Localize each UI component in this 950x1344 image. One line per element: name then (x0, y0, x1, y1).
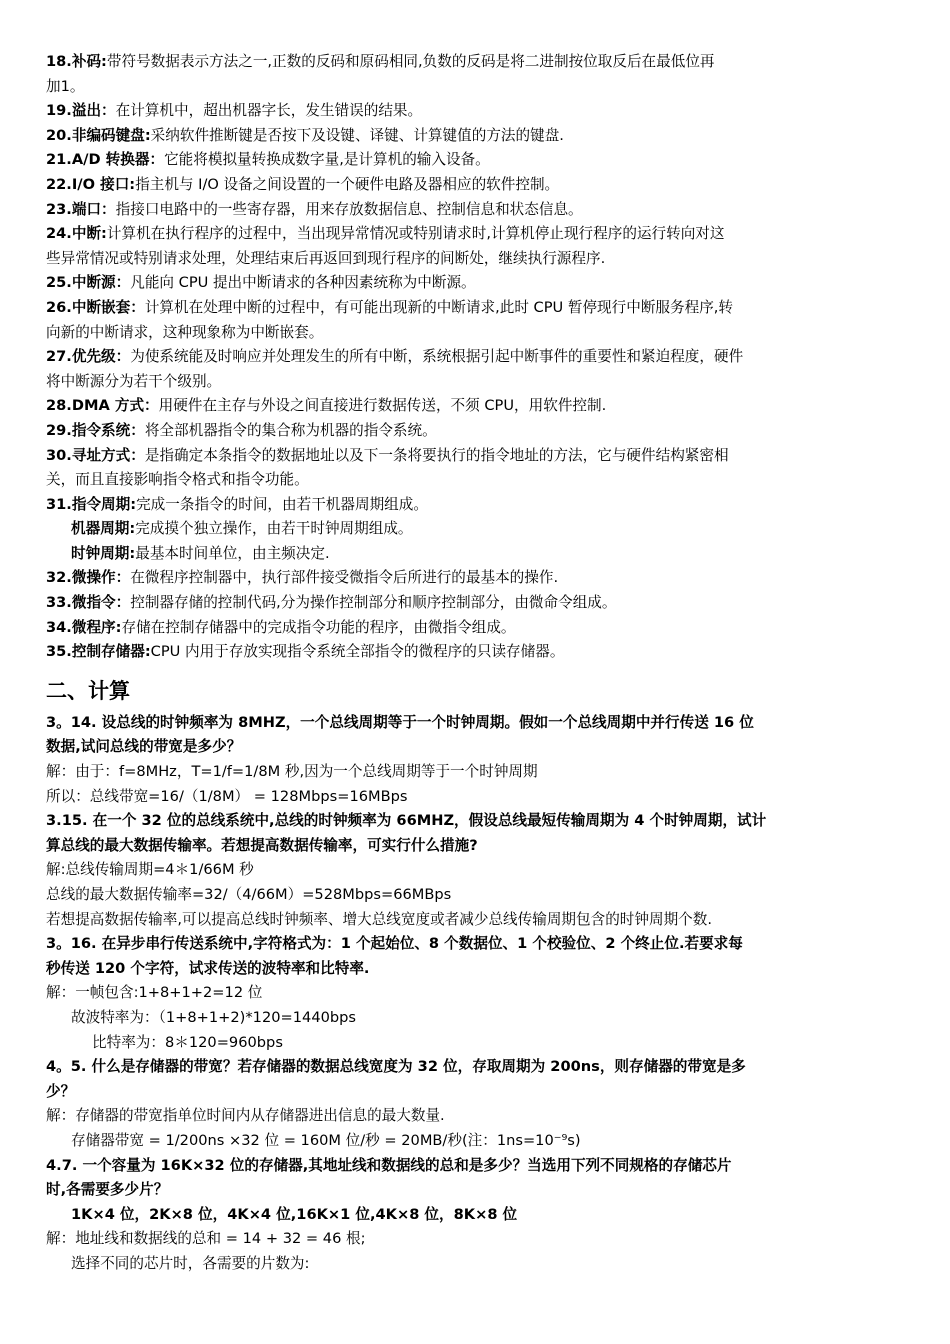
definition-text: 在微程序控制器中，执行部件接受微指令后所进行的最基本的操作. (130, 569, 559, 587)
definition-term: 35.控制存储器: (46, 643, 151, 661)
definition-term: 27.优先级： (46, 348, 131, 366)
definition-term: 24.中断: (46, 225, 107, 243)
definition-item (46, 542, 906, 567)
definition-term: 23.端口： (46, 200, 116, 218)
question-line: 1K×4 位，2K×8 位，4K×4 位,16K×1 位,4K×8 位，8K×8 位 (71, 1205, 518, 1223)
definition-item (46, 419, 906, 444)
definition-item (46, 493, 906, 518)
definition-text: 将中断源分为若干个级别。 (46, 372, 222, 390)
definition-item (46, 345, 906, 370)
definition-item (46, 222, 906, 247)
calculation-section (46, 711, 906, 1277)
definition-item (46, 271, 906, 296)
definition-item (46, 444, 906, 469)
definition-text: 将全部机器指令的集合称为机器的指令系统。 (144, 421, 437, 439)
answer-line: 总线的最大数据传输率=32/（4/66M）=528Mbps=66MBps (46, 886, 452, 903)
question-line: 少？ (46, 1082, 76, 1100)
answer-line: 选择不同的芯片时，各需要的片数为: (71, 1254, 310, 1272)
definition-text: 为使系统能及时响应并处理发生的所有中断，系统根据引起中断事件的重要性和紧迫程度，硬件 (130, 348, 744, 366)
definition-text: CPU 内用于存放实现指令系统全部指令的微程序的只读存储器。 (150, 643, 565, 661)
definition-text: 关，而且直接影响指令格式和指令功能。 (46, 471, 309, 489)
definition-item (46, 198, 906, 223)
definition-item (46, 296, 906, 321)
definition-item (46, 148, 906, 173)
answer-line: 解：一帧包含:1+8+1+2=12 位 (46, 984, 263, 1002)
question-line: 算总线的最大数据传输率。若想提高数据传输率，可实行什么措施? (46, 836, 478, 854)
definition-term: 33.微指令： (46, 594, 131, 612)
definition-continuation (46, 370, 906, 395)
definition-text: 完成一条指令的时间，由若干机器周期组成。 (136, 495, 428, 513)
definition-text: 指主机与 I/O 设备之间设置的一个硬件电路及器相应的软件控制。 (135, 175, 560, 193)
definition-item (46, 591, 906, 616)
answer-line: 所以：总线带宽=16/（1/8M） = 128Mbps=16MBps (46, 787, 408, 805)
definition-term: 25.中断源： (46, 274, 131, 292)
question-line: 3。16. 在异步串行传送系统中,字符格式为：1 个起始位、8 个数据位、1 个校验位、2 个终止位.若要求每 (46, 935, 743, 953)
question-line: 3。14. 设总线的时钟频率为 8MHZ，一个总线周期等于一个时钟周期。假如一个总线周期中并行传送 16 位 (46, 713, 754, 731)
definition-term: 19.溢出： (46, 102, 116, 120)
definition-item (46, 517, 906, 542)
definition-term: 18.补码: (46, 53, 107, 70)
definition-text: 在计算机中，超出机器字长，发生错误的结果。 (115, 102, 423, 120)
definition-item (46, 566, 906, 591)
definition-continuation (46, 468, 906, 493)
question-line: 4。5. 什么是存储器的带宽？若存储器的数据总线宽度为 32 位，存取周期为 200ns，则存储器的带宽是多 (46, 1058, 746, 1076)
answer-line: 解：由于：f=8MHz，T=1/f=1/8M 秒,因为一个总线周期等于一个时钟周期 (46, 763, 538, 781)
definition-text: 采纳软件推断键是否按下及设键、译键、计算键值的方法的键盘. (150, 126, 564, 144)
definition-text: 凡能向 CPU 提出中断请求的各种因素统称为中断源。 (130, 274, 476, 292)
definition-item (46, 99, 906, 124)
question-line: 秒传送 120 个字符，试求传送的波特率和比特率. (46, 959, 370, 977)
question-line: 3.15. 在一个 32 位的总线系统中,总线的时钟频率为 66MHZ，假设总线最短传输周期为 4 个时钟周期，试计 (46, 812, 767, 830)
definition-continuation (46, 247, 906, 272)
definition-item (46, 124, 906, 149)
definition-term: 20.非编码键盘: (46, 126, 151, 144)
definition-term: 32.微操作： (46, 569, 131, 587)
answer-line: 存储器带宽 = 1/200ns ×32 位 = 160M 位/秒 = 20MB/秒(注：1ns=10⁻⁹s) (71, 1131, 581, 1149)
question-line: 数据,试问总线的带宽是多少？ (46, 738, 242, 756)
definition-item (46, 640, 906, 665)
definition-text: 计算机在处理中断的过程中，有可能出现新的中断请求,此时 CPU 暂停现行中断服务程序,转 (144, 298, 734, 316)
definition-term: 28.DMA 方式： (46, 397, 159, 415)
answer-line: 解：地址线和数据线的总和 = 14 + 32 = 46 根; (46, 1230, 366, 1248)
definition-text: 控制器存储的控制代码,分为操作控制部分和顺序控制部分，由微命令组成。 (130, 594, 617, 612)
definition-text: 加1。 (46, 77, 85, 95)
definition-text: 最基本时间单位，由主频决定. (135, 544, 330, 562)
definition-term: 30.寻址方式： (46, 446, 145, 464)
definition-continuation (46, 321, 906, 346)
section-heading: 二、计算 (46, 678, 130, 703)
definition-text: 存储在控制存储器中的完成指令功能的程序，由微指令组成。 (121, 618, 516, 636)
answer-line: 比特率为：8＊120=960bps (92, 1033, 283, 1051)
definition-text: 计算机在执行程序的过程中，当出现异常情况或特别请求时,计算机停止现行程序的运行转向对这 (106, 225, 725, 243)
definition-text: 它能将模拟量转换成数字量,是计算机的输入设备。 (164, 151, 490, 169)
definition-text: 指接口电路中的一些寄存器，用来存放数据信息、控制信息和状态信息。 (115, 200, 583, 218)
definition-term: 31.指令周期: (46, 495, 137, 513)
definition-text: 用硬件在主存与外设之间直接进行数据传送，不须 CPU，用软件控制. (158, 397, 607, 415)
question-line: 4.7. 一个容量为 16K×32 位的存储器,其地址线和数据线的总和是多少？当选用下列不同规格的存储芯片 (46, 1156, 732, 1174)
definition-item (46, 50, 906, 75)
definition-text: 是指确定本条指令的数据地址以及下一条将要执行的指令地址的方法，它与硬件结构紧密相 (144, 446, 729, 464)
definition-text: 带符号数据表示方法之一,正数的反码和原码相同,负数的反码是将二进制按位取反后在最低位再 (106, 53, 715, 70)
definition-continuation (46, 75, 906, 100)
definition-item (46, 394, 906, 419)
answer-line: 解:总线传输周期=4＊1/66M 秒 (46, 861, 254, 879)
definition-text: 完成摸个独立操作，由若干时钟周期组成。 (135, 520, 413, 538)
answer-line: 故波特率为：（1+8+1+2)*120=1440bps (71, 1008, 357, 1026)
definition-text: 向新的中断请求，这种现象称为中断嵌套。 (46, 323, 324, 341)
definition-term: 22.I/O 接口: (46, 175, 136, 193)
answer-line: 解：存储器的带宽指单位时间内从存储器进出信息的最大数量. (46, 1107, 445, 1125)
definition-term: 29.指令系统： (46, 421, 145, 439)
definition-item (46, 173, 906, 198)
definition-term: 26.中断嵌套： (46, 298, 145, 316)
definition-item (46, 616, 906, 641)
definition-term: 时钟周期: (71, 544, 136, 562)
definition-term: 34.微程序: (46, 618, 122, 636)
answer-line: 若想提高数据传输率,可以提高总线时钟频率、增大总线宽度或者减少总线传输周期包含的时钟周期个数. (46, 910, 713, 928)
definitions-list (46, 50, 906, 665)
question-line: 时,各需要多少片？ (46, 1181, 169, 1199)
definition-text: 些异常情况或特别请求处理，处理结束后再返回到现行程序的间断处，继续执行源程序. (46, 249, 606, 267)
definition-term: 21.A/D 转换器： (46, 151, 165, 169)
definition-term: 机器周期: (71, 520, 136, 538)
